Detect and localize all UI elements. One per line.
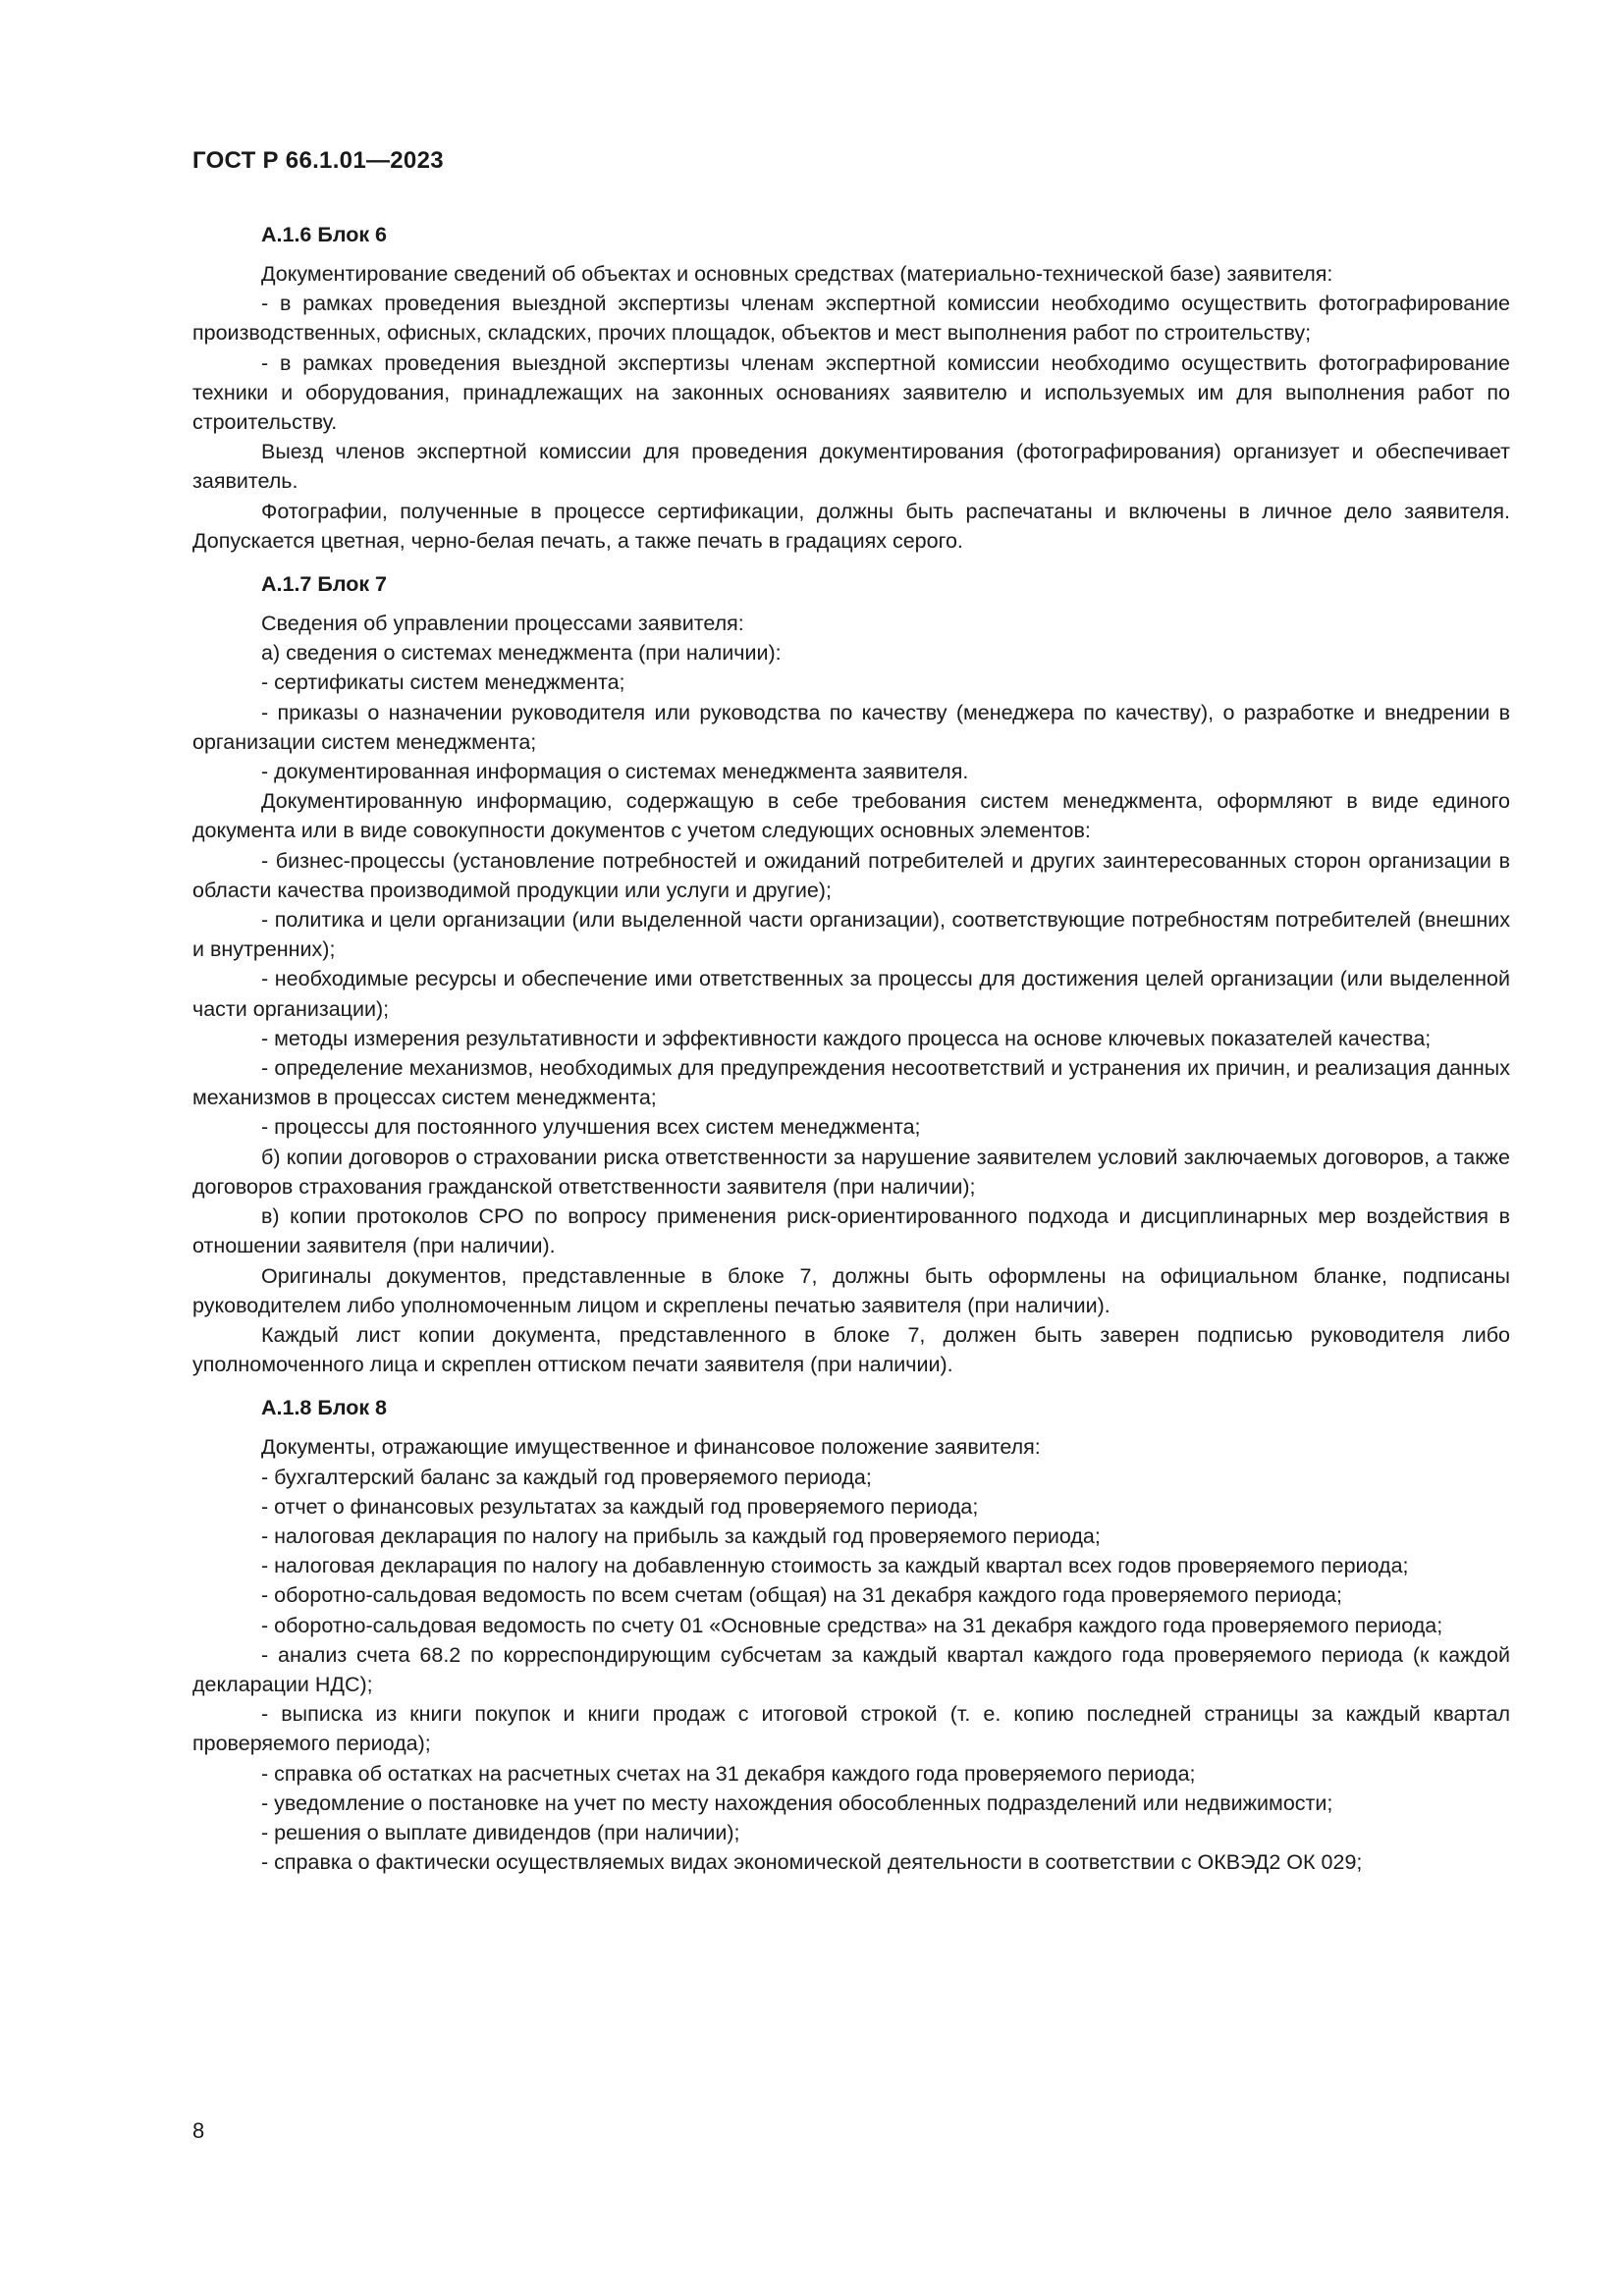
section-heading: А.1.6 Блок 6 — [261, 223, 388, 246]
paragraph: - документированная информация о системах менеджмента заявителя. — [261, 760, 969, 784]
paragraph: а) сведения о системах менеджмента (при наличии): — [261, 641, 782, 666]
paragraph: - отчет о финансовых результатах за каждый год проверяемого периода; — [261, 1494, 979, 1519]
paragraph: - процессы для постоянного улучшения всех систем менеджмента; — [261, 1115, 921, 1140]
paragraph: - оборотно-сальдовая ведомость по счету 01 «Основные средства» на 31 декабря каждого года проверяемого периода; — [261, 1613, 1443, 1637]
paragraph: - оборотно-сальдовая ведомость по всем счетам (общая) на 31 декабря каждого года проверяемого периода; — [261, 1583, 1342, 1608]
paragraph: - бизнес-процессы (установление потребностей и ожиданий потребителей и других заинтересованных сторон организации в области качества производимой продукции или услуги и другие); — [192, 848, 1510, 902]
section — [192, 220, 1510, 556]
paragraph: - определение механизмов, необходимых для предупреждения несоответствий и устранения их причин, и реализация данных механизмов в процессах систем менеджмента; — [192, 1056, 1510, 1110]
paragraph: - методы измерения результативности и эффективности каждого процесса на основе ключевых показателей качества; — [261, 1026, 1432, 1050]
paragraph: - бухгалтерский баланс за каждый год проверяемого периода; — [261, 1465, 872, 1489]
paragraph: - приказы о назначении руководителя или руководства по качеству (менеджера по качеству), о разработке и внедрении в организации систем менеджмента; — [192, 700, 1510, 754]
document-page — [192, 147, 1510, 1891]
paragraph: Документы, отражающие имущественное и финансовое положение заявителя: — [261, 1435, 1041, 1460]
section — [192, 1393, 1510, 1877]
document-body — [192, 220, 1510, 1877]
paragraph: - в рамках проведения выездной экспертизы членам экспертной комиссии необходимо осуществить фотографирование техники и оборудования, принадлежащих на законных основаниях заявителю и используемых им для выполнения работ по строительству. — [192, 350, 1510, 435]
paragraph: - выписка из книги покупок и книги продаж с итоговой строкой (т. е. копию последней страницы за каждый квартал проверяемого периода); — [192, 1702, 1510, 1756]
paragraph: - в рамках проведения выездной экспертизы членам экспертной комиссии необходимо осуществить фотографирование производственных, офисных, складских, прочих площадок, объектов и мест выполнения работ по строительству; — [192, 292, 1510, 346]
paragraph: - анализ счета 68.2 по корреспондирующим субсчетам за каждый квартал каждого года проверяемого периода (к каждой декларации НДС); — [192, 1642, 1510, 1696]
paragraph: - решения о выплате дивидендов (при наличии); — [261, 1820, 740, 1844]
section-heading: А.1.8 Блок 8 — [261, 1396, 388, 1420]
paragraph: Выезд членов экспертной комиссии для проведения документирования (фотографирования) организует и обеспечивает заявитель. — [192, 440, 1510, 494]
paragraph: Сведения об управлении процессами заявителя: — [261, 612, 744, 636]
paragraph: Документированную информацию, содержащую в себе требования систем менеджмента, оформляют в виде единого документа или в виде совокупности документов с учетом следующих основных элементов: — [192, 789, 1510, 843]
paragraph: Оригиналы документов, представленные в блоке 7, должны быть оформлены на официальном бланке, подписаны руководителем либо уполномоченным лицом и скреплены печатью заявителя (при наличии). — [192, 1263, 1510, 1317]
paragraph: - налоговая декларация по налогу на добавленную стоимость за каждый квартал всех годов проверяемого периода; — [261, 1554, 1409, 1578]
page-number: 8 — [192, 2118, 205, 2143]
paragraph: - необходимые ресурсы и обеспечение ими ответственных за процессы для достижения целей организации (или выделенной части организации); — [192, 967, 1510, 1021]
paragraph: - налоговая декларация по налогу на прибыль за каждый год проверяемого периода; — [261, 1523, 1101, 1548]
paragraph: Фотографии, полученные в процессе сертификации, должны быть распечатаны и включены в личное дело заявителя. Допускается цветная, черно-белая печать, а также печать в градациях серого. — [192, 499, 1510, 553]
paragraph: - справка о фактически осуществляемых видах экономической деятельности в соответствии с ОКВЭД2 ОК 029; — [261, 1850, 1363, 1875]
paragraph: Документирование сведений об объектах и основных средствах (материально-технической базе) заявителя: — [261, 262, 1333, 286]
document-header: ГОСТ Р 66.1.01—2023 — [192, 147, 444, 174]
paragraph: в) копии протоколов СРО по вопросу применения риск-ориентированного подхода и дисциплинарных мер воздействия в отношении заявителя (при наличии). — [192, 1204, 1510, 1258]
paragraph: Каждый лист копии документа, представленного в блоке 7, должен быть заверен подписью руководителя либо уполномоченного лица и скреплен оттиском печати заявителя (при наличии). — [192, 1322, 1510, 1377]
paragraph: - уведомление о постановке на учет по месту нахождения обособленных подразделений или недвижимости; — [261, 1790, 1333, 1815]
section-heading: А.1.7 Блок 7 — [261, 572, 388, 597]
section — [192, 569, 1510, 1379]
paragraph: - справка об остатках на расчетных счетах на 31 декабря каждого года проверяемого периода; — [261, 1761, 1196, 1786]
paragraph: - политика и цели организации (или выделенной части организации), соответствующие потребностям потребителей (внешних и внутренних); — [192, 908, 1510, 962]
paragraph: б) копии договоров о страховании риска ответственности за нарушение заявителем условий заключаемых договоров, а также договоров страхования гражданской ответственности заявителя (при наличии); — [192, 1145, 1510, 1199]
paragraph: - сертификаты систем менеджмента; — [261, 670, 625, 695]
